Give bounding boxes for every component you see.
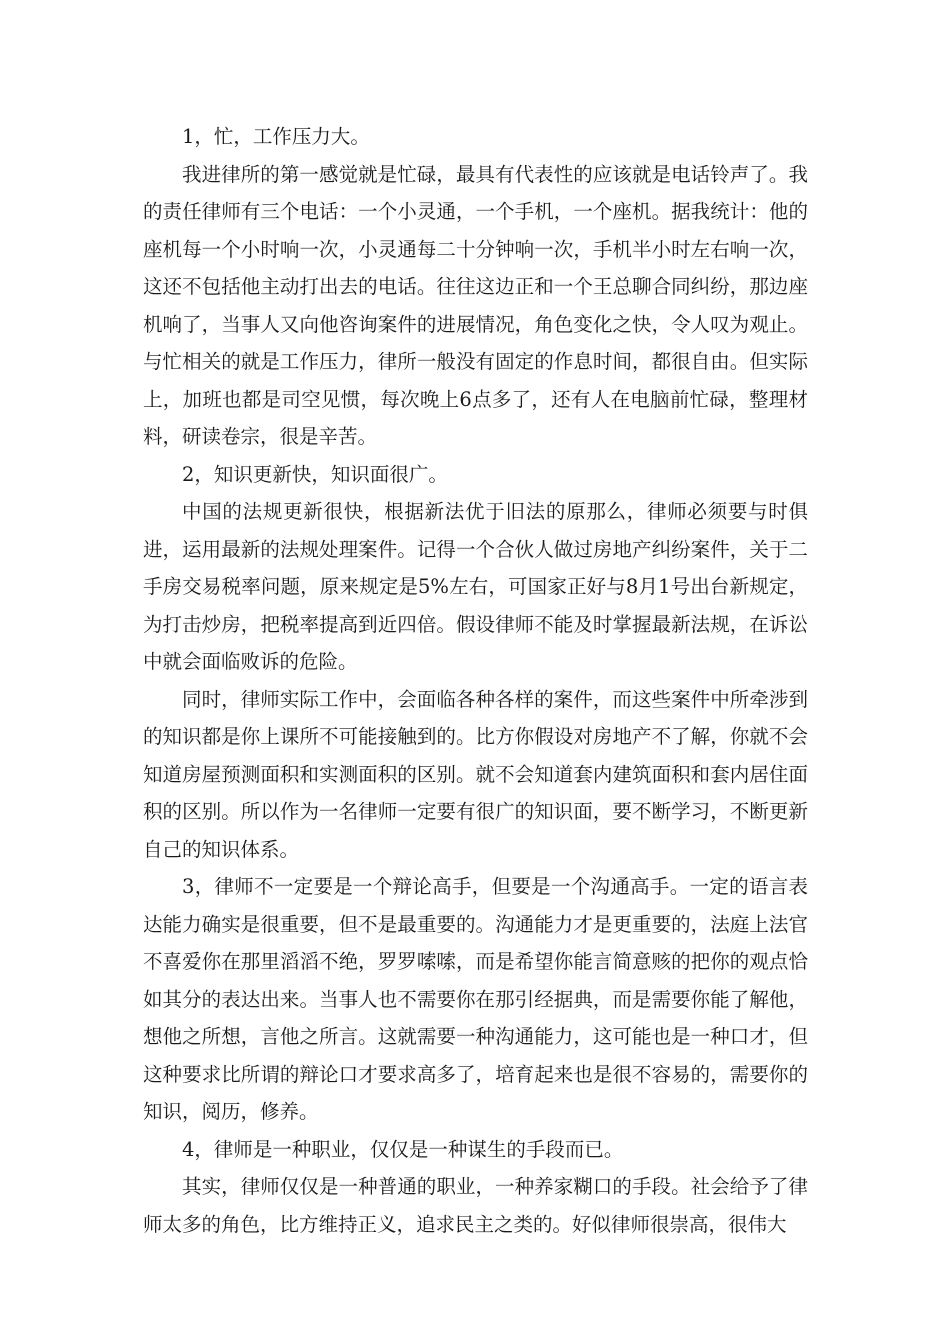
heading-profession: 4，律师是一种职业，仅仅是一种谋生的手段而已。 bbox=[182, 1137, 624, 1161]
heading-busy-pressure: 1，忙，工作压力大。 bbox=[182, 125, 370, 148]
paragraph-profession: 其实，律师仅仅是一种普通的职业，一种养家糊口的手段。社会给予了律师太多的角色，比方维持正义，追求民主之类的。好似律师很崇高，很伟大 bbox=[143, 1175, 808, 1236]
paragraph-busy-details: 我进律所的第一感觉就是忙碌，最具有代表性的应该就是电话铃声了。我的责任律师有三个电话：一个小灵通，一个手机，一个座机。据我统计：他的座机每一个小时响一次，小灵通每二十分钟响一次，手机半小时左右响一次，这还不包括他主动打出去的电话。往往这边正和一个王总聊合同纠纷，那边座机响了，当事人又向他咨询案件的进展情况，角色变化之快，令人叹为观止。与忙相关的就是工作压力，律所一般没有固定的作息时间，都很自由。但实际上，加班也都是司空见惯，每次晚上6点多了，还有人在电脑前忙碌，整理材料，研读卷宗，很是辛苦。 bbox=[143, 162, 808, 448]
document-body bbox=[143, 118, 808, 1243]
heading-knowledge-update: 2，知识更新快，知识面很广。 bbox=[182, 462, 448, 486]
paragraph-law-update: 中国的法规更新很快，根据新法优于旧法的原那么，律师必须要与时俱进，运用最新的法规处理案件。记得一个合伙人做过房地产纠纷案件，关于二手房交易税率问题，原来规定是5%左右，可国家正好与8月1号出台新规定，为打击炒房，把税率提高到近四倍。假设律师不能及时掌握最新法规，在诉讼中就会面临败诉的危险。 bbox=[143, 500, 808, 673]
paragraph-communication: 3，律师不一定要是一个辩论高手，但要是一个沟通高手。一定的语言表达能力确实是很重要，但不是最重要的。沟通能力才是更重要的，法庭上法官不喜爱你在那里滔滔不绝，罗罗嗦嗦，而是希望你能言简意赅的把你的观点恰如其分的表达出来。当事人也不需要你在那引经据典，而是需要你能了解他，想他之所想，言他之所言。这就需要一种沟通能力，这可能也是一种口才，但这种要求比所谓的辩论口才要求高多了，培育起来也是很不容易的，需要你的知识，阅历，修养。 bbox=[143, 875, 808, 1123]
paragraph-broad-knowledge: 同时，律师实际工作中，会面临各种各样的案件，而这些案件中所牵涉到的知识都是你上课所不可能接触到的。比方你假设对房地产不了解，你就不会知道房屋预测面积和实测面积的区别。就不会知道套内建筑面积和套内居住面积的区别。所以作为一名律师一定要有很广的知识面，要不断学习，不断更新自己的知识体系。 bbox=[143, 687, 808, 861]
